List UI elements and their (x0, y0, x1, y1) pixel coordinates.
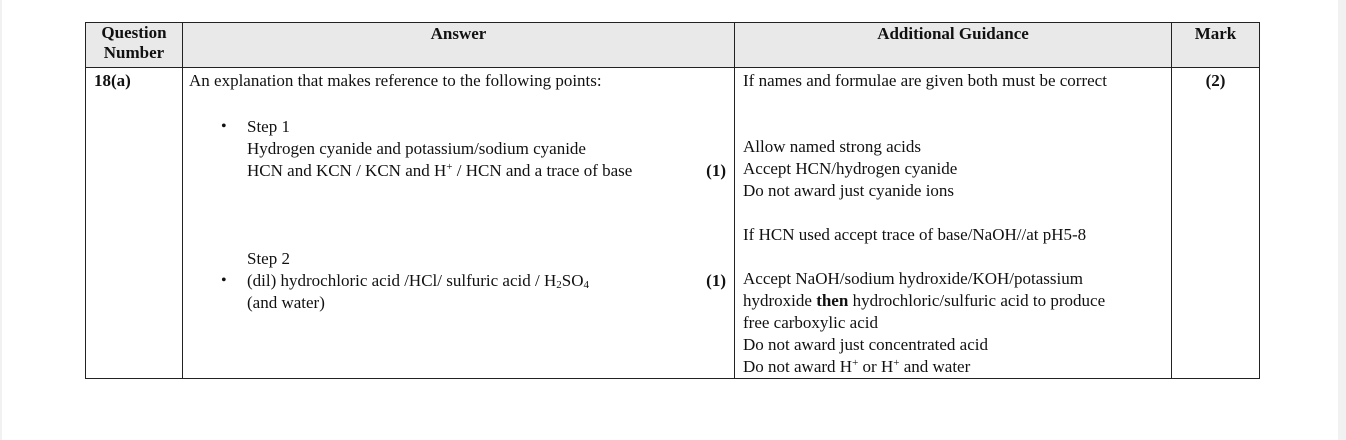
guidance-line: Do not award just concentrated acid (743, 335, 988, 354)
guidance-text: Do not award H (743, 357, 853, 376)
guidance-superscript: + (852, 357, 859, 369)
step2-line1 (247, 270, 589, 292)
step1-line1: Hydrogen cyanide and potassium/sodium cyanide (247, 139, 586, 158)
guidance-superscript: + (893, 357, 900, 369)
guidance-line: Accept HCN/hydrogen cyanide (743, 159, 958, 178)
guidance-text: and water (899, 357, 971, 376)
question-number: 18(a) (86, 68, 183, 379)
guidance-line: free carboxylic acid (743, 313, 878, 332)
guidance-line: If HCN used accept trace of base/NaOH//at pH5-8 (743, 225, 1087, 244)
answer-intro: An explanation that makes reference to the following points: (189, 71, 602, 90)
guidance-text: or H (858, 357, 894, 376)
step2-subscript: 2 (556, 279, 562, 291)
guidance-line (743, 290, 1171, 312)
header-question-number (86, 23, 183, 68)
guidance-cell (735, 68, 1172, 379)
guidance-line: If names and formulae are given both must be correct (743, 71, 1107, 90)
bullet-icon: • (221, 118, 227, 135)
step1-mark: (1) (706, 161, 726, 180)
bullet-icon: • (221, 272, 227, 289)
step1-line2 (247, 160, 632, 182)
header-row (86, 23, 1260, 68)
header-number-label: Number (103, 43, 165, 62)
step2-line1-text: (dil) hydrochloric acid /HCl/ sulfuric acid / H (247, 271, 557, 290)
header-answer: Answer (183, 23, 735, 68)
guidance-line (743, 356, 1171, 378)
step2-line2: (and water) (247, 293, 325, 312)
total-mark: (2) (1172, 68, 1260, 379)
document-page (2, 0, 1338, 440)
mark-scheme-table (85, 22, 1260, 379)
guidance-line: Do not award just cyanide ions (743, 181, 955, 200)
guidance-line: Accept NaOH/sodium hydroxide/KOH/potassium (743, 269, 1083, 288)
guidance-text: hydrochloric/sulfuric acid to produce (848, 291, 1106, 310)
guidance-text: hydroxide (743, 291, 817, 310)
header-question-label: Question (101, 23, 167, 42)
header-guidance: Additional Guidance (735, 23, 1172, 68)
step2-subscript-4: 4 (583, 279, 589, 291)
step1-line2-text: HCN and KCN / KCN and H (247, 161, 447, 180)
step1-superscript: + (446, 161, 453, 173)
step2-title: Step 2 (247, 249, 290, 268)
guidance-bold-text: then (816, 291, 849, 310)
question-row (86, 68, 1260, 379)
step1-title: Step 1 (247, 117, 290, 136)
header-mark: Mark (1172, 23, 1260, 68)
answer-cell (183, 68, 735, 379)
step2-mark: (1) (706, 271, 726, 290)
step2-line1-so: SO (561, 271, 584, 290)
guidance-line: Allow named strong acids (743, 137, 921, 156)
step1-line2-rest: / HCN and a trace of base (452, 161, 633, 180)
